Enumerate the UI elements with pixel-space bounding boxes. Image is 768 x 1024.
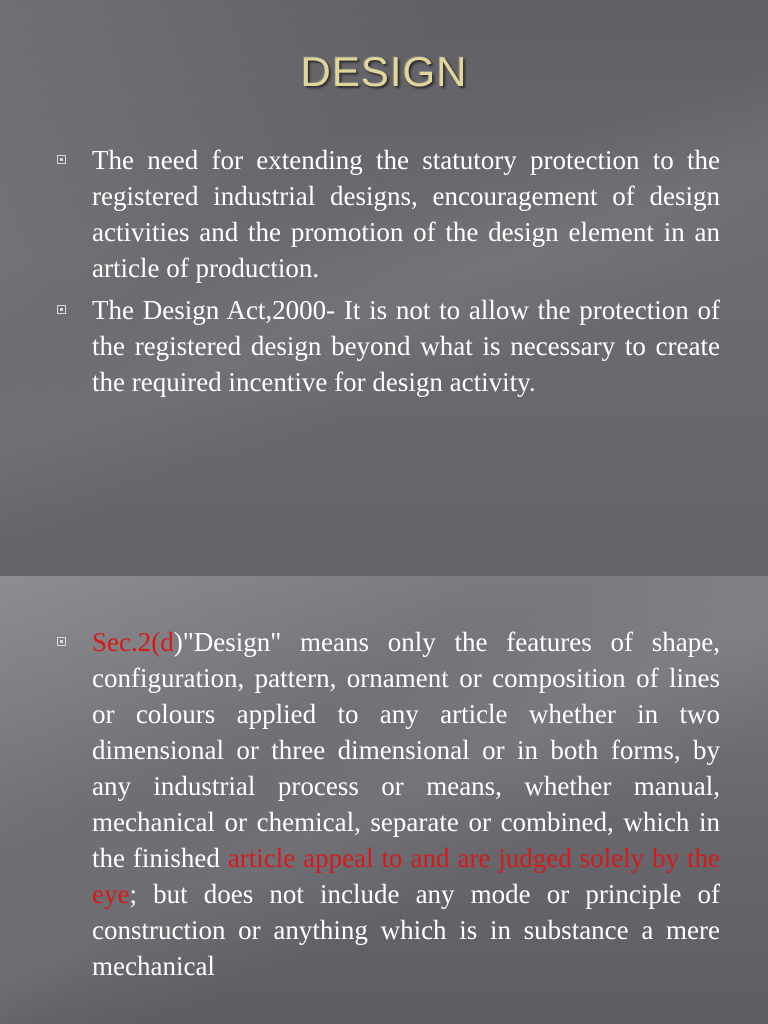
slide-title: DESIGN: [300, 48, 468, 95]
definition-text-continued: ; but does not include any mode or principle of construction or anything which is in substance a mere mechanical: [92, 879, 720, 981]
section-reference: Sec.2(d: [92, 627, 174, 657]
slide-design-definition: [0, 576, 768, 1024]
bullet-text: The need for extending the statutory protection to the registered industrial designs, encouragement of design activities and the promotion of the design element in an article of production.: [92, 145, 720, 283]
square-bullet-icon: [57, 155, 66, 164]
bullet-item-sec-2d: [56, 624, 720, 984]
highlighted-phrase: article appeal to and are judged solely by the eye: [92, 843, 720, 909]
bullet-item-need: [56, 142, 720, 286]
bullet-list: [56, 624, 720, 990]
definition-text: )"Design" means only the features of shape, configuration, pattern, ornament or composition of lines or colours applied to any article whether in two dimensional or three dimensional or in both forms, by any industrial process or means, whether manual, mechanical or chemical, separate or combined, which in the finished: [92, 627, 720, 873]
bullet-text: The Design Act,2000- It is not to allow the protection of the registered design beyond what is necessary to create the required incentive for design activity.: [92, 295, 720, 397]
bullet-list: [56, 142, 720, 406]
bullet-item-design-act: [56, 292, 720, 400]
square-bullet-icon: [57, 637, 66, 646]
square-bullet-icon: [57, 305, 66, 314]
